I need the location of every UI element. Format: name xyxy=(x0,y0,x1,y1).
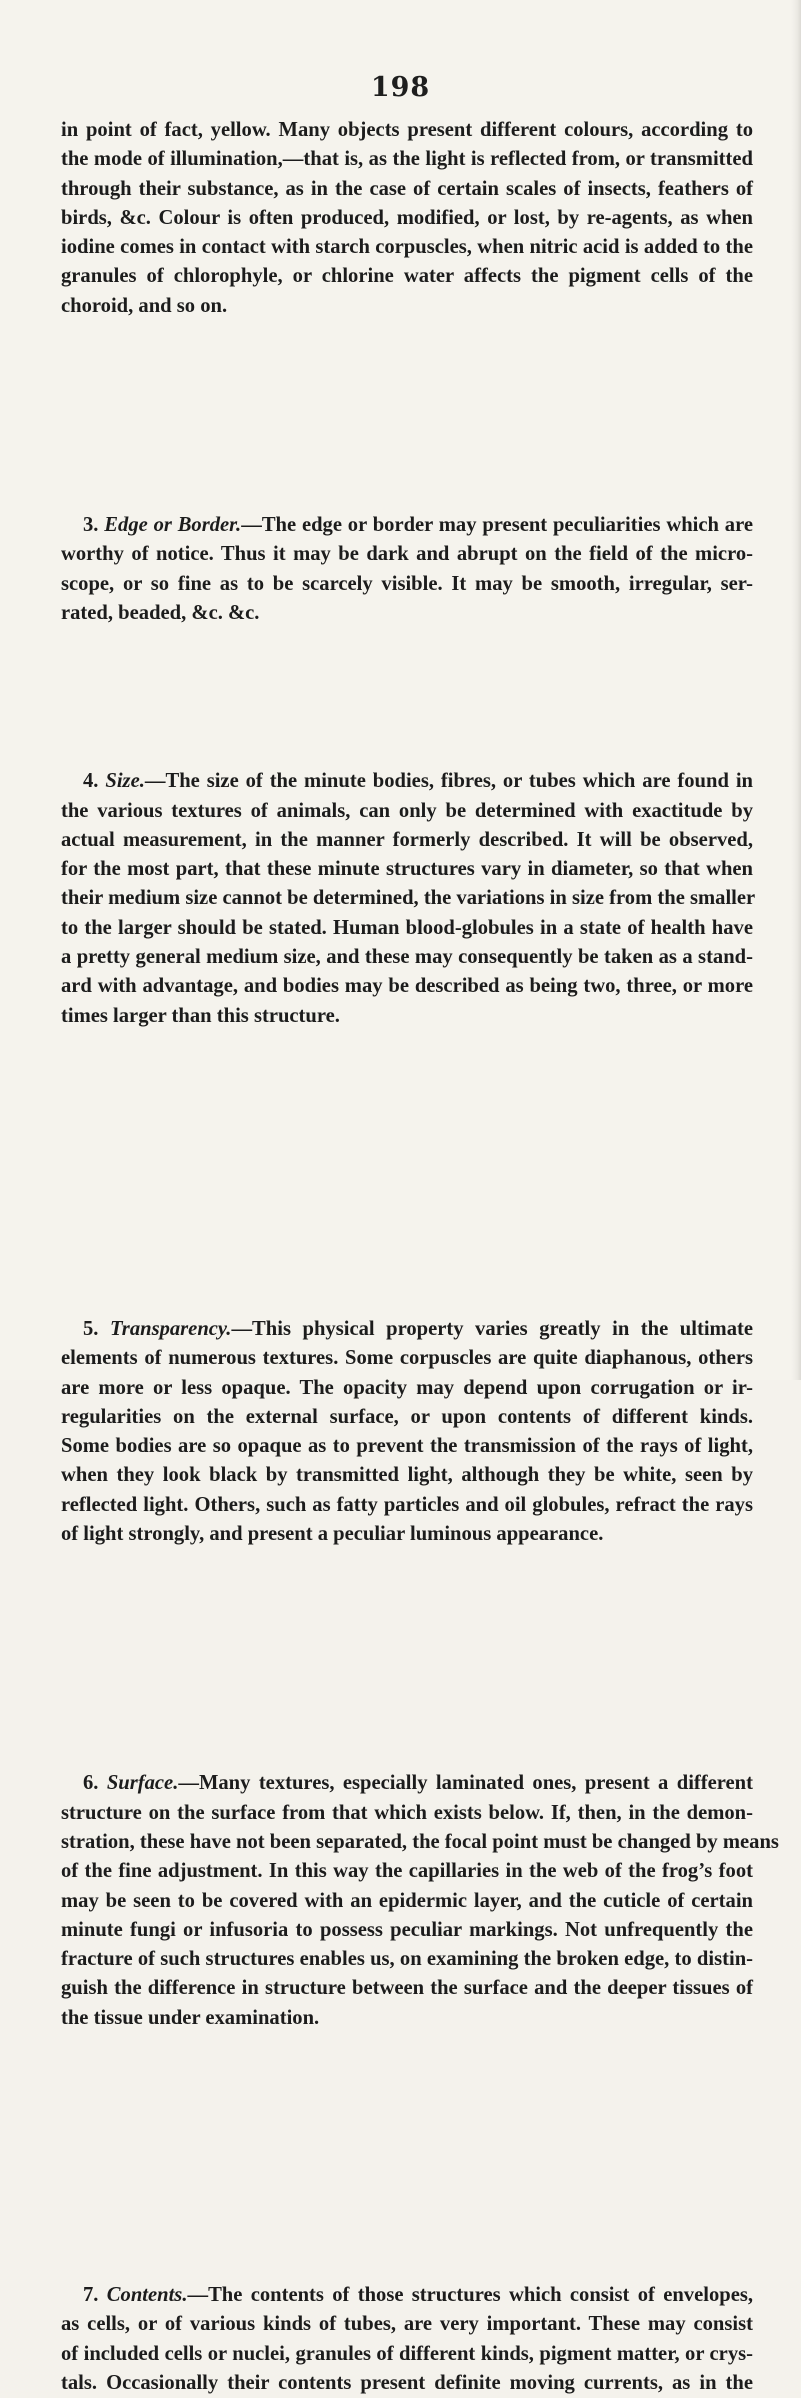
text-line: of the fine adjustment. In this way the capillaries in the web of the frog’s foot xyxy=(61,1860,753,1883)
text-line: worthy of notice. Thus it may be dark and abrupt on the field of the micro- xyxy=(61,543,753,566)
paragraph-colour-continuation xyxy=(61,116,753,321)
text-line: when they look black by transmitted light, although they be white, seen by xyxy=(61,1464,753,1487)
text-line: rated, beaded, &c. &c. xyxy=(61,601,260,624)
text-line: birds, &c. Colour is often produced, modified, or lost, by re-agents, as when xyxy=(61,206,753,229)
text-line: ard with advantage, and bodies may be described as being two, three, or more xyxy=(61,975,753,998)
page-number: 198 xyxy=(370,72,431,103)
text-line: as cells, or of various kinds of tubes, are very important. These may consist xyxy=(61,2313,753,2336)
section-number: 4. xyxy=(83,770,99,793)
section-heading: Size. xyxy=(105,770,145,793)
first-line-text: —The edge or border may present peculiarities which are xyxy=(241,514,753,537)
text-line: elements of numerous textures. Some corpuscles are quite diaphanous, others xyxy=(61,1347,753,1370)
text-line: of light strongly, and present a peculiar luminous appearance. xyxy=(61,1523,604,1546)
section-heading: Surface. xyxy=(106,1772,179,1795)
text-line: Some bodies are so opaque as to prevent the transmission of the rays of light, xyxy=(61,1435,753,1458)
paragraph-first-line xyxy=(61,511,753,540)
section-number: 6. xyxy=(83,1772,99,1795)
paragraph-surface xyxy=(61,1769,779,2033)
first-line-text: —The size of the minute bodies, fibres, or tubes which are found in xyxy=(144,770,753,793)
page-edge-shadow xyxy=(791,0,801,1380)
text-line: guish the difference in structure between the surface and the deeper tissues of xyxy=(61,1977,753,2000)
section-heading: Transparency. xyxy=(109,1317,232,1340)
text-line: their medium size cannot be determined, the variations in size from the smaller xyxy=(61,887,756,910)
paragraph-transparency xyxy=(61,1315,753,1549)
paragraph-first-line xyxy=(61,1315,753,1344)
section-number: 5. xyxy=(83,1317,99,1340)
text-line: tals. Occasionally their contents present definite moving currents, as in the xyxy=(61,2371,753,2394)
paragraph-first-line xyxy=(61,767,753,796)
text-line: to the larger should be stated. Human blood-globules in a state of health have xyxy=(61,916,753,939)
first-line-text: —The contents of those structures which consist of envelopes, xyxy=(187,2283,753,2306)
section-number: 3. xyxy=(83,514,99,537)
text-line: the various textures of animals, can only be determined with exactitude by xyxy=(61,799,753,822)
text-line: reflected light. Others, such as fatty particles and oil globules, refract the rays xyxy=(61,1493,753,1516)
text-line: a pretty general medium size, and these may consequently be taken as a stand- xyxy=(61,946,753,969)
text-line: may be seen to be covered with an epidermic layer, and the cuticle of certain xyxy=(61,1889,753,1912)
text-line: regularities on the external surface, or upon contents of different kinds. xyxy=(61,1405,753,1428)
text-line: scope, or so fine as to be scarcely visible. It may be smooth, irregular, ser- xyxy=(61,572,753,595)
text-line: choroid, and so on. xyxy=(61,294,228,317)
text-line: of included cells or nuclei, granules of different kinds, pigment matter, or crys- xyxy=(61,2342,753,2365)
paragraph-first-line xyxy=(61,2281,753,2310)
text-line: iodine comes in contact with starch corpuscles, when nitric acid is added to the xyxy=(61,236,753,259)
section-heading: Contents. xyxy=(106,2283,188,2306)
text-line: are more or less opaque. The opacity may depend upon corrugation or ir- xyxy=(61,1376,753,1399)
text-line: times larger than this structure. xyxy=(61,1004,340,1027)
text-line: granules of chlorophyle, or chlorine water affects the pigment cells of the xyxy=(61,265,753,288)
text-line: for the most part, that these minute structures vary in diameter, so that when xyxy=(61,858,753,881)
paragraph-size xyxy=(61,767,756,1031)
text-line: actual measurement, in the manner formerly described. It will be observed, xyxy=(61,828,753,851)
text-line: the mode of illumination,—that is, as the light is reflected from, or transmitted xyxy=(61,148,753,171)
paragraph-edge-or-border xyxy=(61,511,753,628)
text-line: in point of fact, yellow. Many objects present different colours, according to xyxy=(61,119,753,141)
first-line-text: —Many textures, especially laminated ones, present a different xyxy=(178,1772,753,1795)
text-line: through their substance, as in the case of certain scales of insects, feathers of xyxy=(61,177,753,200)
text-line: structure on the surface from that which exists below. If, then, in the demon- xyxy=(61,1801,753,1824)
text-line: minute fungi or infusoria to possess peculiar markings. Not unfrequently the xyxy=(61,1918,753,1941)
text-line: the tissue under examination. xyxy=(61,2006,320,2029)
paragraph-first-line xyxy=(61,1769,753,1798)
section-number: 7. xyxy=(83,2283,99,2306)
text-line: stration, these have not been separated, the focal point must be changed by means xyxy=(61,1830,779,1853)
section-heading: Edge or Border. xyxy=(104,514,242,537)
text-line: fracture of such structures enables us, on examining the broken edge, to distin- xyxy=(61,1948,753,1971)
paragraph-contents xyxy=(61,2281,753,2398)
first-line-text: —This physical property varies greatly in the ultimate xyxy=(231,1317,753,1340)
